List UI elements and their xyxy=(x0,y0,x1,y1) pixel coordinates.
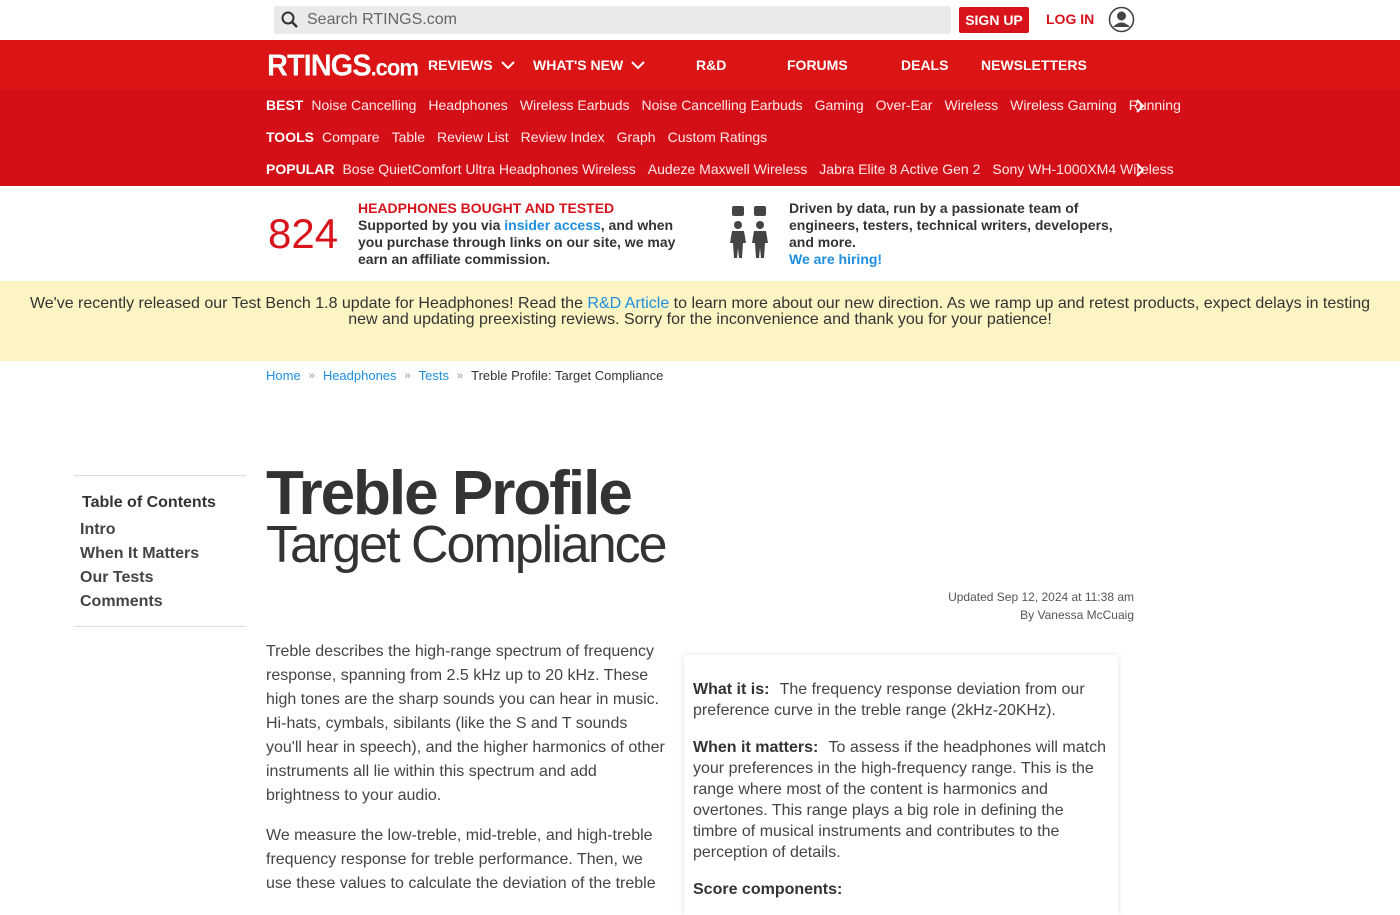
chevron-right-icon[interactable] xyxy=(1135,99,1145,113)
best-row xyxy=(266,94,1181,116)
updated-date: Updated Sep 12, 2024 at 11:38 am xyxy=(948,590,1134,604)
chevron-down-icon xyxy=(631,60,645,70)
team-description: Driven by data, run by a passionate team of engineers, testers, technical writers, developers, and more. We are hiring! xyxy=(789,200,1139,268)
sub-navigation xyxy=(0,90,1400,186)
popular-row xyxy=(266,158,1174,180)
stats-banner xyxy=(0,186,1400,281)
nav-whats-new[interactable]: WHAT'S NEW xyxy=(533,57,645,73)
notice-text: We've recently released our Test Bench 1.8 update for Headphones! Read the R&D Article to learn more about our new direction. As we ramp up and retest products, expect delays in testing new and updating preexisting reviews. Sorry for the inconvenience and thank you for your patience! xyxy=(29,295,1371,328)
breadcrumb-headphones[interactable]: Headphones xyxy=(322,368,397,383)
hiring-link[interactable]: We are hiring! xyxy=(789,251,883,267)
author-byline[interactable]: By Vanessa McCuaig xyxy=(1020,608,1134,622)
team-icon xyxy=(728,205,774,261)
search-icon xyxy=(281,11,299,29)
chevron-right-icon[interactable] xyxy=(1135,163,1145,177)
best-heading: BEST xyxy=(266,97,304,113)
log-in-link[interactable]: LOG IN xyxy=(1046,11,1095,27)
best-link[interactable]: Noise Cancelling xyxy=(311,97,417,113)
toc-item-intro[interactable]: Intro xyxy=(80,521,116,538)
best-link[interactable]: Noise Cancelling Earbuds xyxy=(641,97,803,113)
popular-link[interactable]: Jabra Elite 8 Active Gen 2 xyxy=(819,161,981,177)
best-link[interactable]: Wireless Earbuds xyxy=(519,97,630,113)
best-link[interactable]: Wireless Gaming xyxy=(1010,97,1117,113)
nav-reviews[interactable]: REVIEWS xyxy=(428,57,515,73)
nav-forums[interactable]: FORUMS xyxy=(787,57,848,73)
score-components: Score components: xyxy=(693,881,843,898)
breadcrumb-current: Treble Profile: Target Compliance xyxy=(471,368,664,383)
breadcrumb-tests[interactable]: Tests xyxy=(418,368,450,383)
best-link[interactable]: Over-Ear xyxy=(875,97,933,113)
tools-link[interactable]: Graph xyxy=(616,129,656,145)
toc-title: Table of Contents xyxy=(82,494,216,511)
table-of-contents xyxy=(74,475,246,627)
best-link[interactable]: Gaming xyxy=(814,97,864,113)
tools-link[interactable]: Review List xyxy=(437,129,509,145)
rtings-logo[interactable]: RTINGS.com xyxy=(267,49,418,83)
popular-link[interactable]: Bose QuietComfort Ultra Headphones Wireless xyxy=(342,161,636,177)
article-meta xyxy=(948,588,1134,624)
tools-row xyxy=(266,126,1134,148)
page-subtitle: Target Compliance xyxy=(266,516,666,574)
toc-item-when-it-matters[interactable]: When It Matters xyxy=(80,545,200,562)
summary-card xyxy=(684,655,1118,915)
tools-link[interactable]: Review Index xyxy=(520,129,605,145)
best-link[interactable]: Running xyxy=(1128,97,1181,113)
rd-article-link[interactable]: R&D Article xyxy=(587,295,670,312)
breadcrumb xyxy=(266,368,663,383)
nav-rd[interactable]: R&D xyxy=(696,57,727,73)
user-avatar-icon[interactable] xyxy=(1108,6,1135,33)
top-bar xyxy=(0,0,1400,40)
intro-paragraph: Treble describes the high-range spectrum of frequency response, spanning from 2.5 kHz up to 20 kHz. These high tones are the sharp sounds you can hear in music. Hi-hats, cymbals, sibilants (like the S and T sounds you'll hear in speech), and the higher harmonics of other instruments all lie within this spectrum and add brightness to your audio. xyxy=(266,643,665,804)
tested-title: HEADPHONES BOUGHT AND TESTED xyxy=(358,200,615,216)
update-notice xyxy=(0,281,1400,361)
popular-link[interactable]: Sony WH-1000XM4 Wireless xyxy=(992,161,1174,177)
article-body xyxy=(266,640,666,912)
sign-up-button[interactable]: SIGN UP xyxy=(959,7,1029,33)
chevron-double-right-icon: » xyxy=(404,369,411,382)
toc-item-comments[interactable]: Comments xyxy=(80,593,163,610)
popular-link[interactable]: Audeze Maxwell Wireless xyxy=(647,161,808,177)
search-bar[interactable] xyxy=(274,6,951,34)
chevron-down-icon xyxy=(501,60,515,70)
when-it-matters: When it matters: To assess if the headphones will match your preferences in the high-frequency range. This is the range where most of the content is harmonics and overtones. This range plays a big role in defining the timbre of musical instruments and contributes to the perception of details. xyxy=(693,739,1106,861)
breadcrumb-home[interactable]: Home xyxy=(266,368,301,383)
tools-heading: TOOLS xyxy=(266,129,314,145)
best-link[interactable]: Wireless xyxy=(944,97,999,113)
tested-count: 824 xyxy=(268,210,339,257)
tools-link[interactable]: Custom Ratings xyxy=(667,129,768,145)
what-it-is: What it is: The frequency response deviation from our preference curve in the treble range (2kHz-20KHz). xyxy=(693,681,1085,719)
search-input[interactable] xyxy=(307,11,907,29)
chevron-double-right-icon: » xyxy=(308,369,315,382)
measure-paragraph: We measure the low-treble, mid-treble, and high-treble frequency response for treble performance. Then, we use these values to calculate the deviation of the treble xyxy=(266,827,656,892)
nav-deals[interactable]: DEALS xyxy=(901,57,949,73)
toc-item-our-tests[interactable]: Our Tests xyxy=(80,569,154,586)
support-text: Supported by you via insider access, and when you purchase through links on our site, we may earn an affiliate commission. xyxy=(358,217,676,267)
nav-newsletters[interactable]: NEWSLETTERS xyxy=(981,57,1087,73)
tools-link[interactable]: Compare xyxy=(321,129,380,145)
best-link[interactable]: Headphones xyxy=(428,97,508,113)
chevron-double-right-icon: » xyxy=(457,369,464,382)
insider-access-link[interactable]: insider access xyxy=(504,217,601,233)
page-title: Treble Profile xyxy=(266,459,631,528)
tools-link[interactable]: Table xyxy=(391,129,426,145)
popular-heading: POPULAR xyxy=(266,161,335,177)
